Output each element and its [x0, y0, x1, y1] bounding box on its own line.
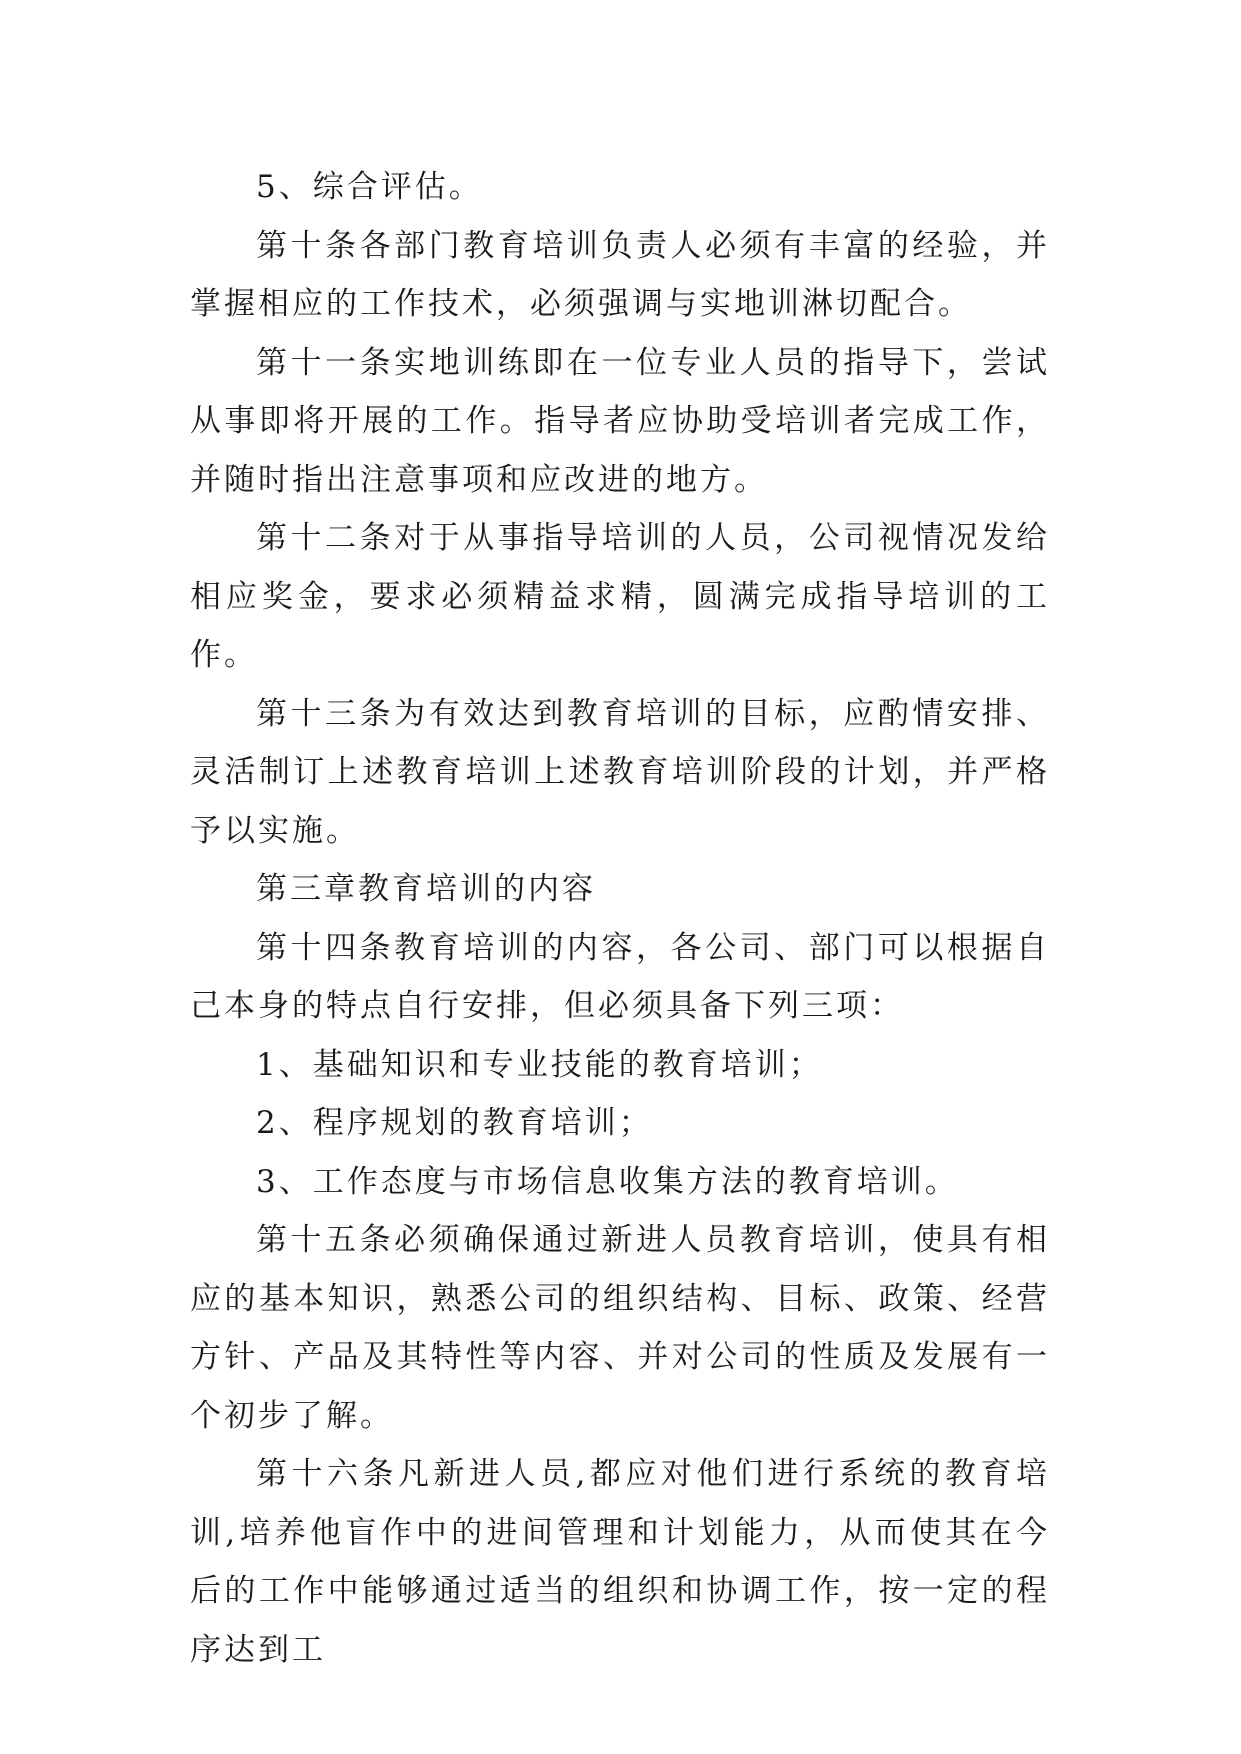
paragraph-item-5: 5、综合评估。 [256, 169, 483, 205]
article-12: 第十二条对于从事指导培训的人员，公司视情况发给相应奖金，要求必须精益求精，圆满完成指导培训的工作。 [190, 520, 1050, 673]
article-13: 第十三条为有效达到教育培训的目标，应酌情安排、灵活制订上述教育培训上述教育培训阶段的计划，并严格予以实施。 [190, 695, 1050, 849]
article-11: 第十一条实地训练即在一位专业人员的指导下，尝试从事即将开展的工作。指导者应协助受培训者完成工作，并随时指出注意事项和应改进的地方。 [190, 344, 1050, 498]
article-16: 第十六条凡新进人员,都应对他们进行系统的教育培训,培养他盲作中的进间管理和计划能力，从而使其在今后的工作中能够通过适当的组织和协调工作，按一定的程序达到工 [190, 1456, 1050, 1668]
list-item-1: 1、基础知识和专业技能的教育培训； [256, 1046, 823, 1083]
list-item-3: 3、工作态度与市场信息收集方法的教育培训。 [256, 1163, 959, 1200]
article-15: 第十五条必须确保通过新进人员教育培训，使具有相应的基本知识，熟悉公司的组织结构、目标、政策、经营方针、产品及其特性等内容、并对公司的性质及发展有一个初步了解。 [190, 1222, 1050, 1434]
document-body [190, 158, 1050, 1679]
article-10: 第十条各部门教育培训负责人必须有丰富的经验，并掌握相应的工作技术，必须强调与实地训淋切配合。 [190, 227, 1050, 322]
article-14: 第十四条教育培训的内容，各公司、部门可以根据自己本身的特点自行安排，但必须具备下列三项： [190, 929, 1050, 1024]
list-item-2: 2、程序规划的教育培训； [256, 1105, 653, 1141]
chapter-3-heading: 第三章教育培训的内容 [256, 871, 596, 907]
